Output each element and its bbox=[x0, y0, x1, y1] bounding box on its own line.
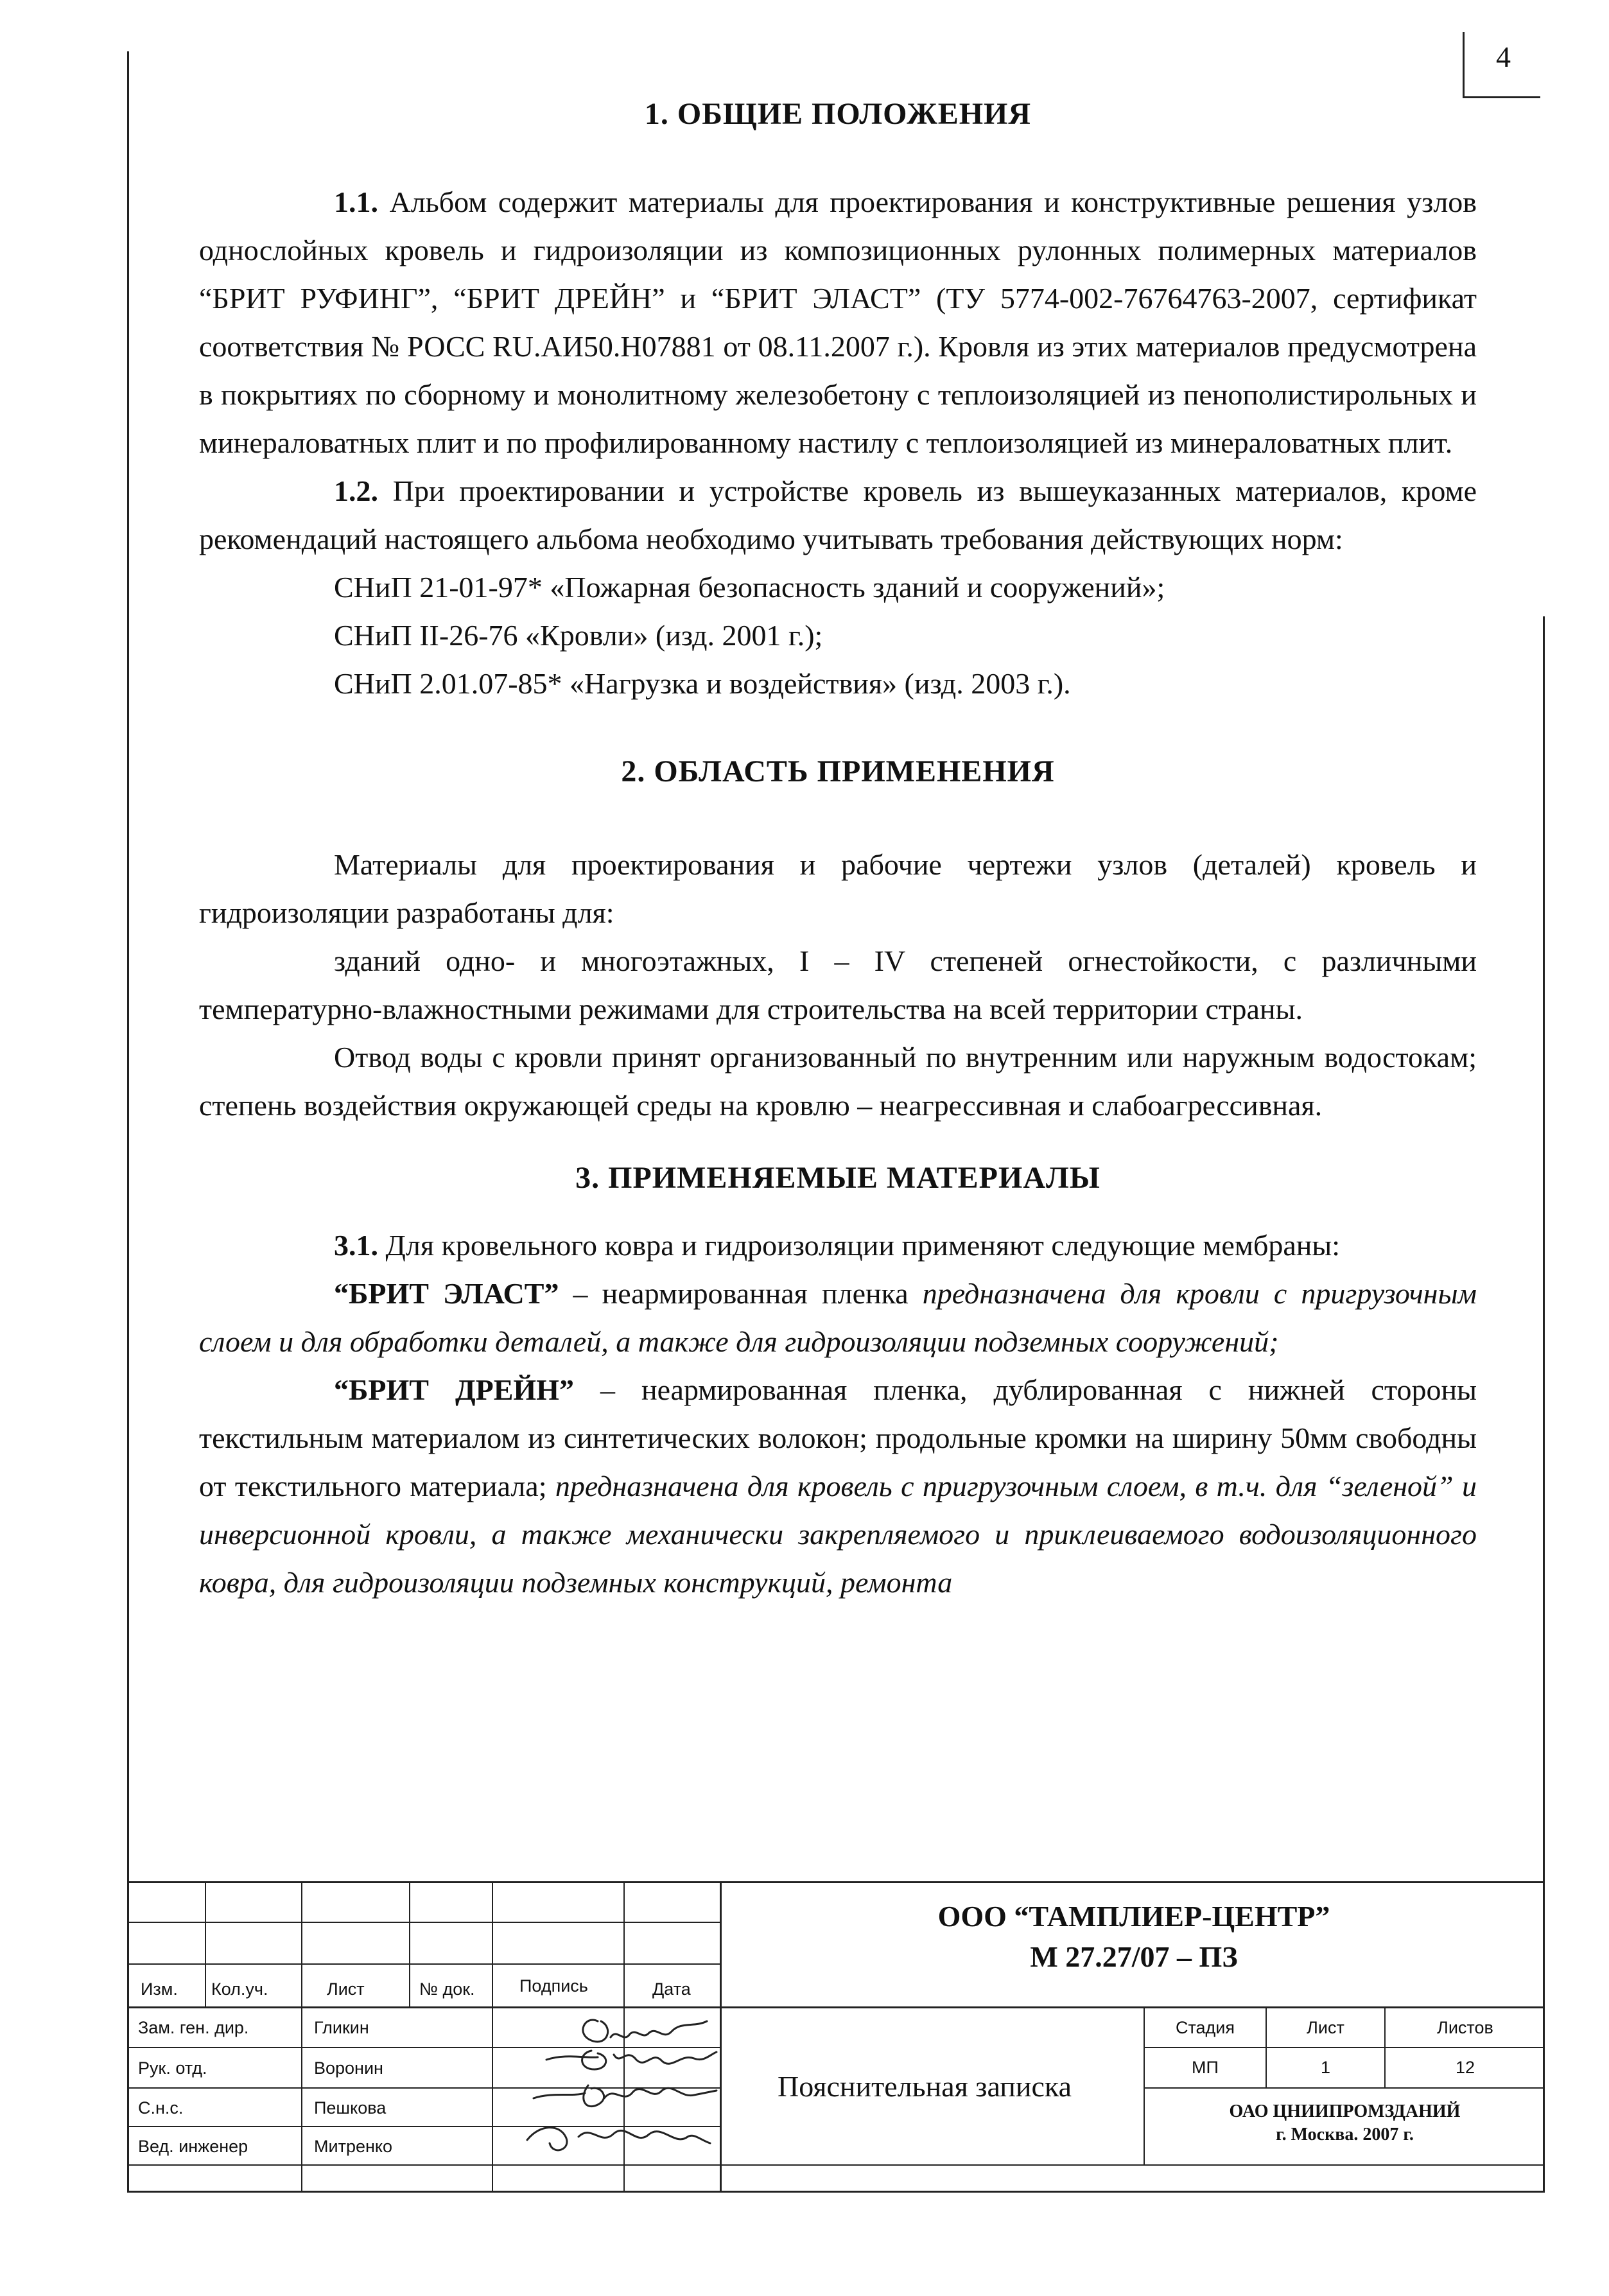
right-frame-line bbox=[1543, 616, 1545, 1881]
title-block bbox=[127, 1881, 1545, 2193]
header-doc-number: № док. bbox=[419, 1979, 475, 1999]
stage-label: Стадия bbox=[1175, 2018, 1235, 2037]
section-1-title: 1. ОБЩИЕ ПОЛОЖЕНИЯ bbox=[644, 97, 1032, 131]
norm-item: СНиП 2.01.07-85* «Нагрузка и воздействия» (изд. 2003 г.). bbox=[334, 667, 1071, 700]
person-name: Воронин bbox=[314, 2058, 383, 2078]
role-label: С.н.с. bbox=[138, 2098, 184, 2118]
city-year: г. Москва. 2007 г. bbox=[1276, 2125, 1414, 2144]
sheets-value: 12 bbox=[1455, 2058, 1475, 2077]
document-code: М 27.27/07 – ПЗ bbox=[1030, 1940, 1238, 1973]
person-name: Пешкова bbox=[314, 2098, 387, 2118]
header-list: Лист bbox=[327, 1979, 365, 1999]
sheet-label: Лист bbox=[1307, 2018, 1344, 2037]
paragraph-2-3: Отвод воды с кровли принят организованный по внутренним или наружным водостокам; степень воздействия окружающей среды на кровлю – неагрессивная и слабоагрессивная. bbox=[199, 1041, 1477, 1122]
paragraph-2-1: Материалы для проектирования и рабочие чертежи узлов (деталей) кровель и гидроизоляции разработаны для: bbox=[199, 848, 1477, 929]
sheets-label: Листов bbox=[1437, 2018, 1493, 2037]
person-name: Гликин bbox=[314, 2018, 369, 2037]
header-izm: Изм. bbox=[141, 1979, 178, 1999]
paragraph-1-2-number: 1.2. bbox=[334, 474, 378, 507]
material-brit-elast bbox=[199, 1269, 1477, 1366]
person-name: Митренко bbox=[314, 2137, 393, 2156]
section-3-title: 3. ПРИМЕНЯЕМЫЕ МАТЕРИАЛЫ bbox=[575, 1161, 1100, 1195]
paragraph-2-2: зданий одно- и многоэтажных, I – IV степеней огнестойкости, с различными температурно-влажностными режимами для строительства на всей территории страны. bbox=[199, 944, 1477, 1025]
paragraph-1-1-number: 1.1. bbox=[334, 186, 378, 218]
paragraph-3-1 bbox=[199, 1221, 1477, 1269]
section-2-title: 2. ОБЛАСТЬ ПРИМЕНЕНИЯ bbox=[621, 754, 1055, 788]
page-number: 4 bbox=[1496, 40, 1511, 73]
role-label: Рук. отд. bbox=[138, 2058, 207, 2078]
paragraph-1-1 bbox=[199, 178, 1477, 467]
material-description: – неармированная пленка, дублированная с нижней стороны текстильным материалом из синтетических волокон; продольные кромки на ширину 50мм свободны от текстильного материала; bbox=[199, 1373, 1477, 1502]
signature-image bbox=[489, 2008, 720, 2166]
stage-value: МП bbox=[1192, 2058, 1219, 2077]
material-brit-drain bbox=[199, 1366, 1477, 1606]
material-purpose: предназначена для кровли с пригрузочным слоем и для обработки деталей, а также для гидроизоляции подземных сооружений; bbox=[199, 1277, 1477, 1358]
material-name: “БРИТ ДРЕЙН” bbox=[334, 1373, 574, 1406]
document-type: Пояснительная записка bbox=[778, 2070, 1072, 2103]
header-signature: Подпись bbox=[519, 1976, 588, 1996]
role-label: Вед. инженер bbox=[138, 2137, 248, 2156]
role-label: Зам. ген. дир. bbox=[138, 2018, 249, 2037]
institute-name: ОАО ЦНИИПРОМЗДАНИЙ bbox=[1229, 2101, 1461, 2121]
norm-item: СНиП II-26-76 «Кровли» (изд. 2001 г.); bbox=[334, 619, 823, 652]
document-body bbox=[199, 90, 1477, 1606]
paragraph-3-1-number: 3.1. bbox=[334, 1229, 378, 1262]
header-date: Дата bbox=[652, 1979, 691, 1999]
paragraph-3-1-text: Для кровельного ковра и гидроизоляции применяют следующие мембраны: bbox=[378, 1229, 1341, 1262]
paragraph-1-2 bbox=[199, 467, 1477, 563]
paragraph-1-2-text: При проектировании и устройстве кровель из вышеуказанных материалов, кроме рекомендаций настоящего альбома необходимо учитывать требования действующих норм: bbox=[199, 474, 1477, 555]
left-frame-line bbox=[127, 51, 129, 1881]
organization-name: ООО “ТАМПЛИЕР-ЦЕНТР” bbox=[937, 1900, 1330, 1933]
material-description: – неармированная пленка bbox=[559, 1277, 923, 1310]
material-name: “БРИТ ЭЛАСТ” bbox=[334, 1277, 559, 1310]
material-purpose: предназначена для кровель с пригрузочным слоем, в т.ч. для “зеленой” и инверсионной кровли, а также механически закрепляемого и приклеиваемого водоизоляционного ковра, для гидроизоляции подземных конструкций, ремонта bbox=[199, 1470, 1477, 1599]
norm-item: СНиП 21-01-97* «Пожарная безопасность зданий и сооружений»; bbox=[334, 571, 1165, 604]
header-kol-uch: Кол.уч. bbox=[211, 1979, 268, 1999]
sheet-value: 1 bbox=[1320, 2058, 1331, 2077]
paragraph-1-1-text: Альбом содержит материалы для проектирования и конструктивные решения узлов однослойных кровель и гидроизоляции из композиционных рулонных полимерных материалов “БРИТ РУФИНГ”, “БРИТ ДРЕЙН” и “БРИТ ЭЛАСТ” (ТУ 5774-002-76764763-2007, сертификат соответствия № РОСС RU.АИ50.Н07881 от 08.11.2007 г.). Кровля из этих материалов предусмотрена в покрытиях по сборному и монолитному железобетону с теплоизоляцией из пенополистирольных и минераловатных плит и по профилированному настилу с теплоизоляцией из минераловатных плит. bbox=[199, 186, 1477, 459]
